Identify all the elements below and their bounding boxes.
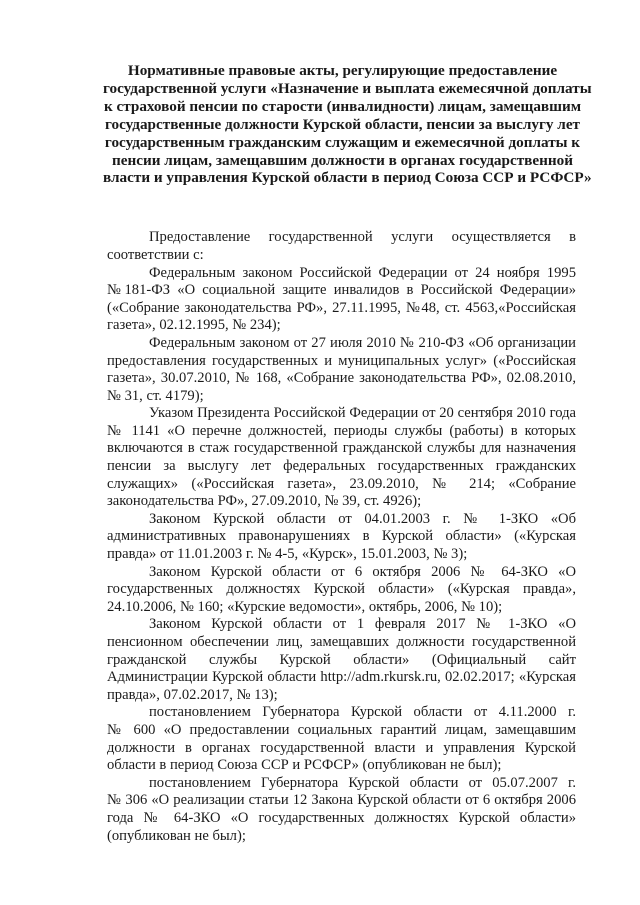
title-line: пенсии лицам, замещавшим должности в органах государственной: [112, 151, 573, 169]
paragraph-line: пенсионном обеспечении лиц, замещавших должности государственной: [107, 634, 576, 650]
paragraph-line: области в период Союза ССР и РСФСР» (опубликован не был);: [107, 757, 502, 774]
paragraph-line: Указом Президента Российской Федерации от 20 сентября 2010 года: [149, 405, 576, 422]
body-paragraph: [107, 704, 576, 774]
paragraph-line: Законом Курской области от 04.01.2003 г. № 1-ЗКО «Об: [149, 510, 576, 527]
paragraph-line: Администрации Курской области http://adm.rkursk.ru, 02.02.2017; «Курская: [107, 669, 576, 686]
paragraph-line: года № 64-ЗКО «О государственных должностях Курской области»: [107, 809, 576, 826]
paragraph-line: газета», 02.12.1995, № 234);: [107, 317, 281, 334]
paragraph-line: № 31, ст. 4179);: [107, 387, 204, 404]
paragraph-line: Предоставление государственной услуги осуществляется в: [149, 229, 576, 246]
paragraph-line: постановлением Губернатора Курской области от 4.11.2000 г.: [149, 704, 576, 721]
paragraph-line: 24.10.2006, № 160; «Курские ведомости», октябрь, 2006, № 10);: [107, 598, 503, 615]
body-paragraph: [107, 511, 576, 564]
paragraph-line: №181-ФЗ «О социальной защите инвалидов в Российской Федерации»: [107, 282, 576, 299]
title-line: государственной услуги «Назначение и выплата ежемесячной доплаты: [103, 79, 592, 97]
paragraph-line: пенсии за выслугу лет федеральных государственных гражданских: [107, 458, 576, 475]
paragraph-line: гражданской службы Курской области» (Официальный сайт: [107, 651, 576, 668]
paragraph-line: государственных должностях Курской области» («Курская правда»,: [107, 581, 576, 598]
paragraph-line: (опубликован не был);: [107, 827, 246, 844]
paragraph-line: постановлением Губернатора Курской области от 05.07.2007 г.: [149, 774, 576, 791]
title-line: власти и управления Курской области в период Союза ССР и РСФСР»: [103, 169, 592, 187]
document-title: [103, 62, 592, 187]
paragraph-line: № 1141 «О перечне должностей, периоды службы (работы) в которых: [107, 422, 576, 439]
paragraph-line: Законом Курской области от 1 февраля 2017 № 1-ЗКО «О: [149, 616, 576, 633]
title-line: государственные должности Курской области, пенсии за выслугу лет: [104, 115, 581, 133]
body-paragraph: [107, 229, 576, 264]
paragraph-line: должности в органах государственной власти и управления Курской: [107, 739, 576, 756]
paragraph-line: № 306 «О реализации статьи 12 Закона Курской области от 6 октября 2006: [107, 792, 576, 809]
body-paragraph: [107, 616, 576, 704]
body-paragraph: [107, 564, 576, 617]
paragraph-line: правда», 07.02.2017, № 13);: [107, 686, 278, 703]
body-paragraph: [107, 265, 576, 335]
paragraph-line: соответствии с:: [107, 246, 204, 263]
paragraph-line: предоставления государственных и муниципальных услуг» («Российская: [107, 352, 576, 369]
paragraph-line: правда» от 11.01.2003 г. № 4-5, «Курск», 15.01.2003, № 3);: [107, 546, 468, 563]
paragraph-line: газета», 30.07.2010, № 168, «Собрание законодательства РФ», 02.08.2010,: [107, 370, 576, 387]
paragraph-line: служащих» («Российская газета», 23.09.2010, № 214; «Собрание: [107, 475, 576, 492]
paragraph-line: («Собрание законодательства РФ», 27.11.1995, №48, ст. 4563,«Российская: [107, 299, 576, 316]
body-paragraph: [107, 775, 576, 845]
body-paragraph: [107, 335, 576, 405]
title-line: государственным гражданским служащим и ежемесячной доплаты к: [104, 133, 581, 151]
paragraph-line: № 600 «О предоставлении социальных гарантий лицам, замещавшим: [107, 721, 576, 738]
body-paragraph: [107, 405, 576, 511]
title-line: к страховой пенсии по старости (инвалидности) лицам, замещавшим: [103, 97, 582, 115]
paragraph-line: Законом Курской области от 6 октября 2006 № 64-ЗКО «О: [149, 563, 576, 580]
paragraph-line: Федеральным законом от 27 июля 2010 № 210-ФЗ «Об организации: [149, 334, 576, 351]
document-body: [107, 229, 576, 845]
paragraph-line: законодательства РФ», 27.09.2010, № 39, ст. 4926);: [107, 493, 422, 510]
paragraph-line: административных правонарушениях в Курской области» («Курская: [107, 528, 576, 545]
title-line: Нормативные правовые акты, регулирующие предоставление: [127, 62, 558, 79]
paragraph-line: Федеральным законом Российской Федерации от 24 ноября 1995: [149, 264, 576, 281]
paragraph-line: включаются в стаж государственной гражданской службы для назначения: [107, 440, 576, 457]
